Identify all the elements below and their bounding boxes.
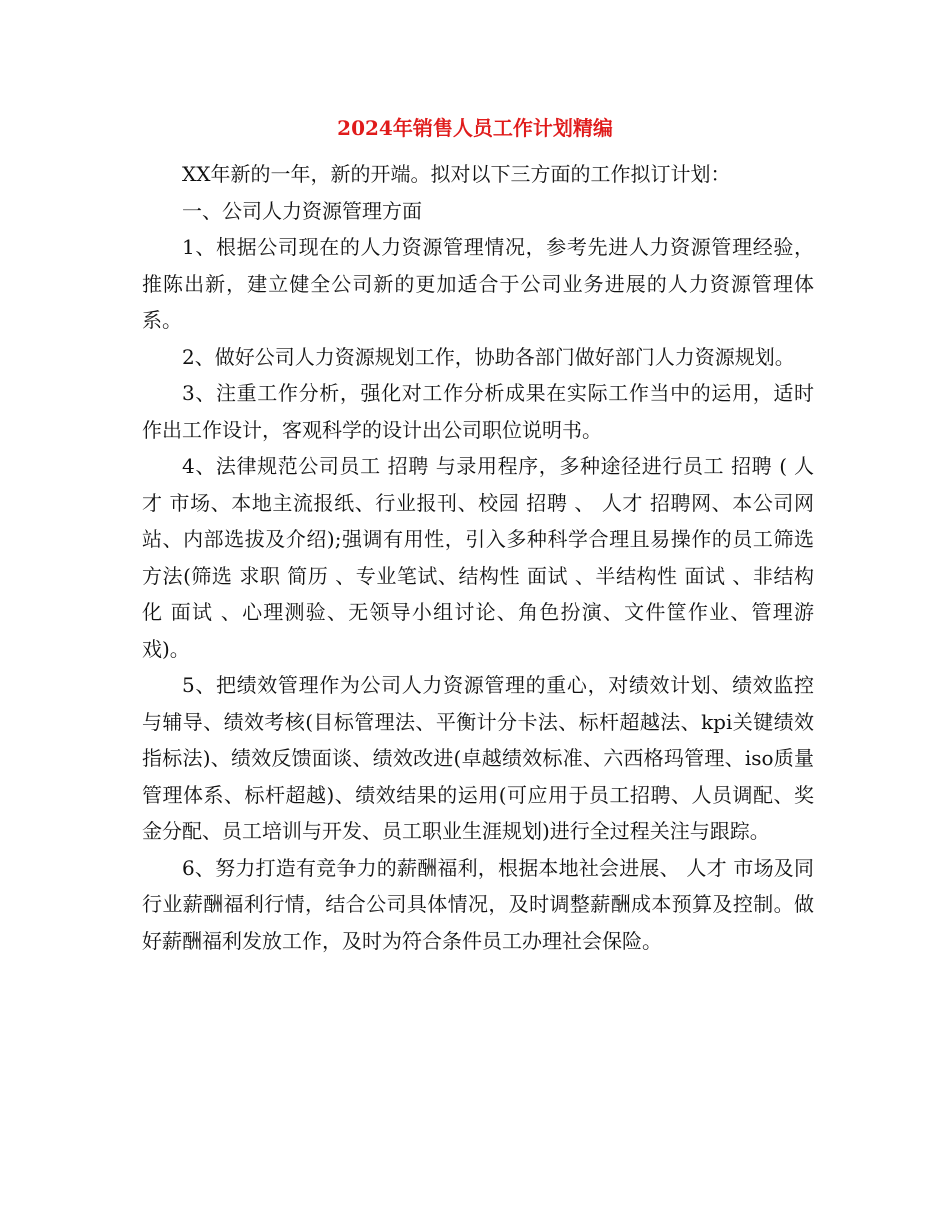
paragraph-item-2: 2、做好公司人力资源规划工作，协助各部门做好部门人力资源规划。 (182, 344, 795, 369)
paragraph-item-5: 5、把绩效管理作为公司人力资源管理的重心，对绩效计划、绩效监控与辅导、绩效考核(目标管理法、平衡计分卡法、标杆超越法、kpi关键绩效指标法)、绩效反馈面谈、绩效改进(卓越绩效标准、六西格玛管理、iso质量管理体系、标杆超越)、绩效结果的运用(可应用于员工招聘、人员调配、奖金分配、员工培训与开发、员工职业生涯规划)进行全过程关注与跟踪。 (142, 673, 814, 843)
paragraph-item-6: 6、努力打造有竞争力的薪酬福利，根据本地社会进展、 人才 市场及同行业薪酬福利行情，结合公司具体情况，及时调整薪酬成本预算及控制。做好薪酬福利发放工作，及时为符合条件员工办理社会保险。 (142, 855, 814, 953)
intro-paragraph: XX年新的一年，新的开端。拟对以下三方面的工作拟订计划： (182, 162, 731, 186)
paragraph-item-1: 1、根据公司现在的人力资源管理情况，参考先进人力资源管理经验，推陈出新，建立健全公司新的更加适合于公司业务进展的人力资源管理体系。 (142, 235, 814, 332)
document-title: 2024年销售人员工作计划精编 (337, 116, 613, 140)
paragraph-item-4: 4、法律规范公司员工 招聘 与录用程序，多种途径进行员工 招聘 ( 人才 市场、本地主流报纸、行业报刊、校园 招聘 、 人才 招聘网、本公司网站、内部选拔及介绍);强调有用性，引入多种科学合理且易操作的员工筛选方法(筛选 求职 简历 、专业笔试、结构性 面试 、半结构性 面试 、非结构化 面试 、心理测验、无领导小组讨论、角色扮演、文件筐作业、管理游戏)。 (142, 454, 814, 661)
document-body (142, 156, 814, 959)
paragraph-item-3: 3、注重工作分析，强化对工作分析成果在实际工作当中的运用，适时作出工作设计，客观科学的设计出公司职位说明书。 (142, 381, 814, 442)
section-heading: 一、公司人力资源管理方面 (182, 198, 422, 223)
